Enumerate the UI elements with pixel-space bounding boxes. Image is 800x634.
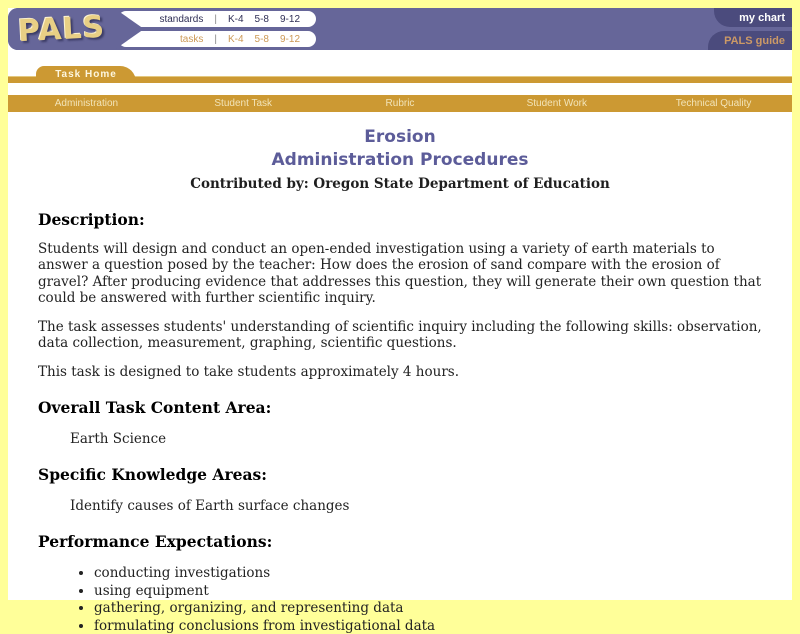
logo-taper-shape (114, 8, 144, 50)
overall-task-content-area-value: Earth Science (70, 431, 167, 448)
site-header (8, 8, 792, 50)
page (8, 8, 792, 634)
standards-link-k4[interactable]: K-4 (227, 13, 244, 25)
tasks-link-912[interactable]: 9-12 (279, 33, 300, 45)
page-title-line1: Erosion (364, 127, 436, 147)
main-content (8, 112, 792, 634)
list-item: • formulating conclusions from investigational data (94, 618, 762, 634)
description-paragraph-1: Students will design and conduct an open-ended investigation using a variety of earth materials to answer a question posed by the teacher: How does the erosion of sand compare with the erosion of gravel? After producing evidence that addresses this question, they will generate their own question that could be answered with further scientific inquiry. (38, 240, 762, 307)
pals-guide-button[interactable] (708, 31, 792, 50)
description-paragraph-2: The task assesses students' understanding of scientific inquiry including the following skills: observation, data collection, measurement, graphing, scientific questions. (38, 318, 762, 352)
list-item: • gathering, organizing, and representing data (94, 600, 762, 616)
specific-knowledge-areas-heading: Specific Knowledge Areas: (38, 465, 267, 485)
page-title-line2: Administration Procedures (271, 149, 529, 170)
list-item: • conducting investigations (94, 565, 762, 581)
tab-row (8, 66, 792, 89)
description-paragraph-3: This task is designed to take students approximately 4 hours. (38, 363, 459, 380)
pals-logo-text: PALS (17, 9, 107, 49)
separator: | (214, 33, 217, 45)
pals-guide-label: PALS guide (724, 34, 785, 47)
description-heading: Description: (38, 209, 145, 229)
tab-task-home-label: Task Home (55, 69, 117, 80)
nav-item-student-work[interactable]: Student Work (526, 98, 587, 109)
my-chart-label: my chart (739, 11, 785, 24)
tasks-label[interactable]: tasks (180, 33, 204, 45)
page-title (38, 126, 762, 172)
specific-knowledge-areas-value: Identify causes of Earth surface changes (70, 498, 350, 515)
standards-label[interactable]: standards (159, 13, 204, 25)
nav-item-rubric[interactable]: Rubric (385, 98, 415, 109)
main-nav (8, 95, 792, 112)
performance-expectations-heading: Performance Expectations: (38, 532, 273, 552)
tasks-nav-row (118, 31, 316, 47)
tab-task-home[interactable] (36, 66, 136, 83)
nav-item-student-task[interactable]: Student Task (214, 98, 273, 109)
pals-logo[interactable] (8, 8, 116, 50)
nav-item-technical-quality[interactable]: Technical Quality (675, 98, 752, 109)
standards-nav-row (118, 11, 316, 27)
standards-link-58[interactable]: 5-8 (254, 13, 269, 25)
contributed-by: Contributed by: Oregon State Department of Education (190, 175, 610, 192)
standards-link-912[interactable]: 9-12 (279, 13, 300, 25)
nav-item-administration[interactable]: Administration (54, 98, 119, 109)
separator: | (214, 13, 217, 25)
my-chart-button[interactable] (714, 8, 792, 27)
tasks-link-k4[interactable]: K-4 (227, 33, 244, 45)
overall-task-content-area-heading: Overall Task Content Area: (38, 398, 272, 418)
tasks-link-58[interactable]: 5-8 (254, 33, 269, 45)
list-item: • using equipment (94, 583, 762, 599)
